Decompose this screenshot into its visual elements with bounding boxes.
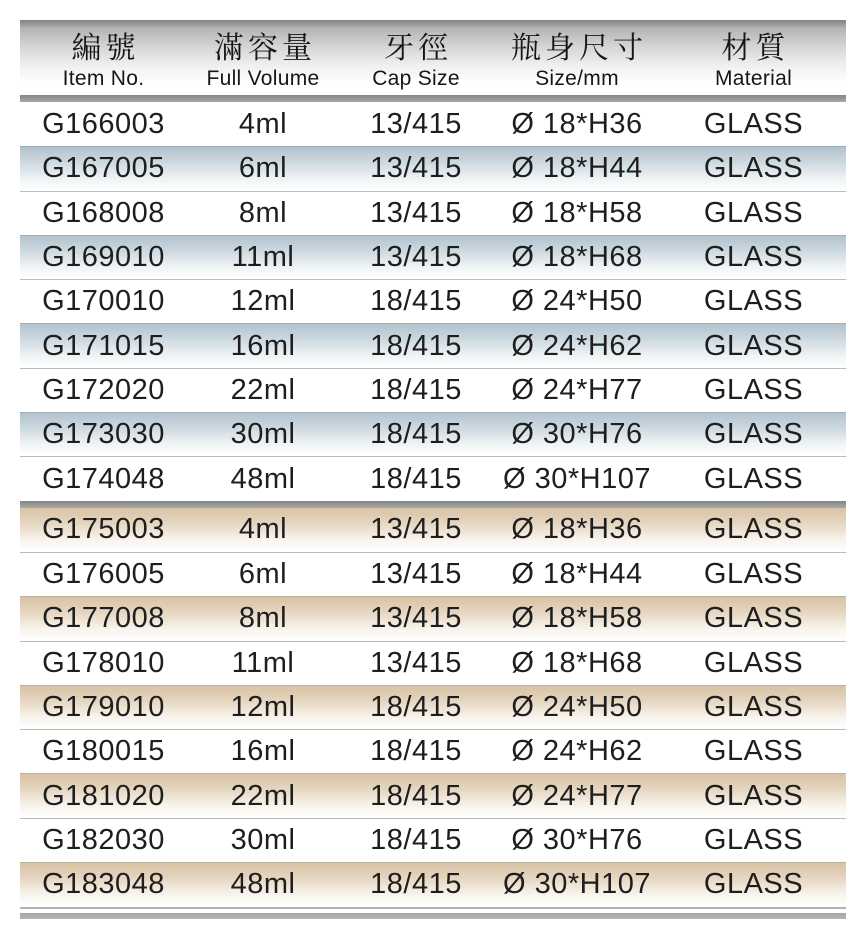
cell-size-mm: Ø 30*H107 bbox=[503, 462, 651, 495]
cell-cap-size: 18/415 bbox=[370, 373, 462, 406]
table-row bbox=[20, 191, 846, 235]
cell-size-mm: Ø 24*H50 bbox=[511, 691, 643, 723]
table-row bbox=[20, 818, 846, 862]
cell-size-mm: Ø 18*H36 bbox=[511, 513, 643, 546]
header-top-bar bbox=[20, 20, 846, 27]
table-row bbox=[20, 323, 846, 367]
table-row bbox=[20, 508, 846, 552]
table-header bbox=[20, 27, 846, 95]
cell-item-no: G166003 bbox=[42, 107, 165, 140]
cell-full-volume: 12ml bbox=[230, 285, 296, 318]
cell-full-volume: 8ml bbox=[238, 602, 288, 635]
column-header-item-no-en: Item No. bbox=[62, 66, 145, 90]
table-bottom-bar bbox=[20, 913, 846, 919]
cell-item-no: G178010 bbox=[42, 646, 165, 679]
cell-material: GLASS bbox=[703, 285, 804, 318]
table-row bbox=[20, 596, 846, 640]
cell-item-no: G169010 bbox=[42, 241, 165, 274]
column-header-full-volume-zh: 滿容量 bbox=[214, 31, 316, 65]
cell-material: GLASS bbox=[703, 418, 804, 451]
column-header-full-volume-en: Full Volume bbox=[206, 66, 320, 90]
cell-full-volume: 4ml bbox=[238, 107, 288, 140]
cell-item-no: G182030 bbox=[42, 823, 165, 856]
cell-cap-size: 13/415 bbox=[370, 241, 462, 274]
cell-item-no: G167005 bbox=[42, 152, 165, 185]
table-row bbox=[20, 773, 846, 817]
cell-size-mm: Ø 18*H44 bbox=[511, 558, 643, 591]
cell-item-no: G181020 bbox=[42, 779, 165, 812]
cell-full-volume: 16ml bbox=[230, 329, 296, 362]
table-row bbox=[20, 456, 846, 500]
cell-full-volume: 6ml bbox=[238, 558, 288, 591]
cell-material: GLASS bbox=[703, 152, 804, 185]
cell-cap-size: 13/415 bbox=[370, 107, 462, 140]
table-row bbox=[20, 685, 846, 729]
cell-material: GLASS bbox=[703, 241, 804, 274]
table-row bbox=[20, 235, 846, 279]
cell-full-volume: 6ml bbox=[238, 152, 288, 185]
column-header-item-no-zh: 編號 bbox=[71, 31, 140, 65]
cell-size-mm: Ø 24*H77 bbox=[511, 779, 643, 812]
cell-cap-size: 13/415 bbox=[370, 196, 462, 229]
cell-cap-size: 13/415 bbox=[370, 646, 462, 679]
table-section-blue bbox=[20, 102, 846, 501]
cell-full-volume: 22ml bbox=[230, 779, 296, 812]
column-header-size-mm-en: Size/mm bbox=[535, 66, 619, 90]
cell-full-volume: 11ml bbox=[231, 241, 295, 274]
table-section-tan bbox=[20, 508, 846, 907]
cell-size-mm: Ø 30*H107 bbox=[503, 868, 651, 901]
cell-material: GLASS bbox=[703, 646, 804, 679]
cell-item-no: G180015 bbox=[42, 735, 165, 768]
cell-material: GLASS bbox=[703, 868, 804, 901]
product-spec-table bbox=[20, 20, 846, 919]
cell-item-no: G168008 bbox=[42, 196, 165, 229]
cell-size-mm: Ø 30*H76 bbox=[511, 823, 643, 856]
cell-full-volume: 48ml bbox=[230, 462, 296, 495]
cell-item-no: G177008 bbox=[42, 602, 165, 635]
cell-size-mm: Ø 24*H77 bbox=[511, 373, 643, 406]
table-row bbox=[20, 412, 846, 456]
cell-size-mm: Ø 24*H62 bbox=[511, 735, 643, 768]
cell-full-volume: 8ml bbox=[238, 196, 288, 229]
cell-full-volume: 30ml bbox=[230, 418, 296, 451]
cell-cap-size: 18/415 bbox=[370, 285, 462, 318]
column-header-cap-size bbox=[339, 27, 493, 95]
cell-size-mm: Ø 18*H58 bbox=[511, 196, 643, 229]
table-body bbox=[20, 102, 846, 906]
cell-cap-size: 13/415 bbox=[370, 558, 462, 591]
cell-size-mm: Ø 18*H68 bbox=[511, 241, 643, 274]
cell-full-volume: 30ml bbox=[230, 823, 296, 856]
cell-cap-size: 18/415 bbox=[370, 868, 462, 901]
table-row bbox=[20, 729, 846, 773]
column-header-size-mm bbox=[493, 27, 661, 95]
cell-item-no: G183048 bbox=[42, 868, 165, 901]
cell-item-no: G171015 bbox=[42, 329, 165, 362]
cell-cap-size: 18/415 bbox=[370, 329, 462, 362]
column-header-item-no bbox=[20, 27, 187, 95]
cell-cap-size: 18/415 bbox=[370, 462, 462, 495]
cell-item-no: G170010 bbox=[42, 285, 165, 318]
cell-material: GLASS bbox=[703, 107, 804, 140]
cell-size-mm: Ø 18*H68 bbox=[511, 646, 643, 679]
cell-size-mm: Ø 24*H62 bbox=[511, 329, 643, 362]
cell-material: GLASS bbox=[703, 329, 804, 362]
cell-item-no: G176005 bbox=[42, 558, 165, 591]
column-header-size-mm-zh: 瓶身尺寸 bbox=[511, 31, 647, 65]
cell-full-volume: 12ml bbox=[230, 691, 296, 723]
table-row bbox=[20, 641, 846, 685]
section-divider-bar bbox=[20, 501, 846, 508]
table-row bbox=[20, 862, 846, 906]
cell-material: GLASS bbox=[703, 462, 804, 495]
cell-material: GLASS bbox=[703, 602, 804, 635]
cell-full-volume: 48ml bbox=[230, 868, 296, 901]
header-bottom-bar bbox=[20, 95, 846, 102]
table-row bbox=[20, 368, 846, 412]
cell-cap-size: 18/415 bbox=[370, 779, 462, 812]
cell-size-mm: Ø 24*H50 bbox=[511, 285, 643, 318]
cell-full-volume: 11ml bbox=[231, 646, 295, 679]
column-header-material-en: Material bbox=[714, 66, 793, 90]
cell-cap-size: 18/415 bbox=[370, 735, 462, 768]
cell-cap-size: 18/415 bbox=[370, 691, 462, 723]
table-row bbox=[20, 552, 846, 596]
column-header-material-zh: 材質 bbox=[721, 31, 790, 65]
cell-size-mm: Ø 18*H36 bbox=[511, 107, 643, 140]
column-header-cap-size-zh: 牙徑 bbox=[384, 31, 452, 65]
cell-material: GLASS bbox=[703, 513, 804, 546]
cell-material: GLASS bbox=[703, 735, 804, 768]
table-row bbox=[20, 146, 846, 190]
cell-item-no: G173030 bbox=[42, 418, 165, 451]
table-row bbox=[20, 279, 846, 323]
cell-size-mm: Ø 18*H44 bbox=[511, 152, 643, 185]
cell-item-no: G174048 bbox=[42, 462, 165, 495]
cell-material: GLASS bbox=[703, 196, 804, 229]
column-header-material bbox=[661, 27, 846, 95]
cell-material: GLASS bbox=[703, 779, 804, 812]
cell-cap-size: 13/415 bbox=[370, 602, 462, 635]
cell-item-no: G179010 bbox=[42, 691, 165, 723]
cell-material: GLASS bbox=[703, 558, 804, 591]
cell-size-mm: Ø 30*H76 bbox=[511, 418, 643, 451]
cell-cap-size: 13/415 bbox=[370, 152, 462, 185]
cell-material: GLASS bbox=[703, 823, 804, 856]
cell-item-no: G175003 bbox=[42, 513, 165, 546]
table-row bbox=[20, 102, 846, 146]
cell-item-no: G172020 bbox=[42, 373, 165, 406]
cell-cap-size: 18/415 bbox=[370, 823, 462, 856]
cell-material: GLASS bbox=[703, 691, 804, 723]
cell-size-mm: Ø 18*H58 bbox=[511, 602, 643, 635]
cell-full-volume: 4ml bbox=[238, 513, 288, 546]
column-header-full-volume bbox=[187, 27, 339, 95]
cell-cap-size: 18/415 bbox=[370, 418, 462, 451]
column-header-cap-size-en: Cap Size bbox=[372, 66, 460, 90]
cell-cap-size: 13/415 bbox=[370, 513, 462, 546]
cell-full-volume: 16ml bbox=[230, 735, 296, 768]
cell-full-volume: 22ml bbox=[230, 373, 296, 406]
cell-material: GLASS bbox=[703, 373, 804, 406]
